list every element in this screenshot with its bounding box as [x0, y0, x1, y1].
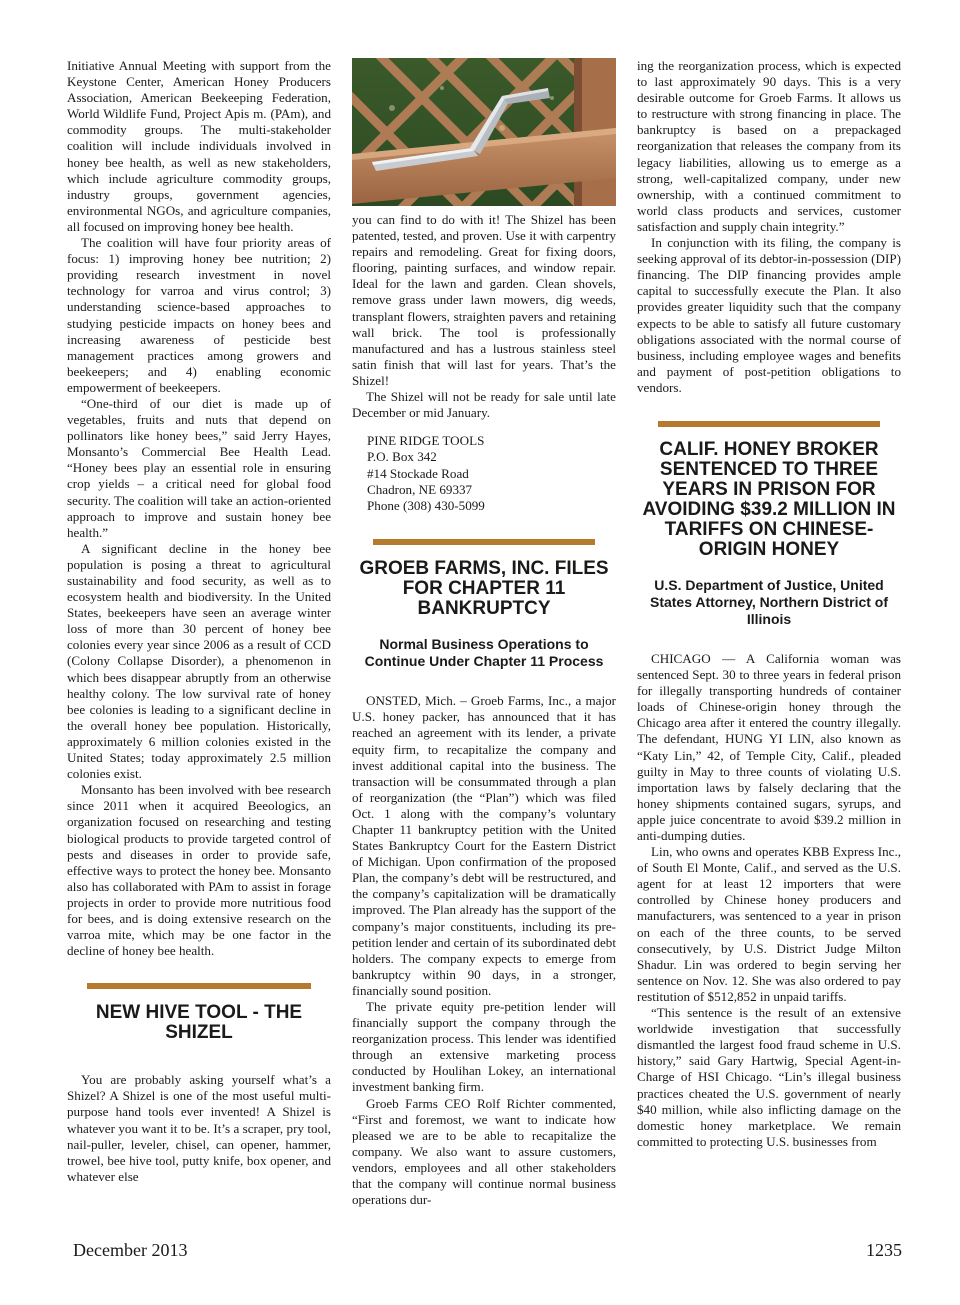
address-line: Phone (308) 430-5099 [367, 498, 485, 514]
issue-date: December 2013 [73, 1240, 188, 1260]
address-line: PINE RIDGE TOOLS [367, 433, 485, 449]
paragraph: ing the reorganization process, which is expected to last approximately 90 days. This is a very desirable outcome for Groeb Farms. It allows us to restructure with strong financing in place. The bankruptcy is based on a prepackaged reorganization that releases the company from its legacy liabilities, allowing us to emerge as a strong, well-capitalized company, under new ownership, with a continued commitment to world class products and services, customer satisfaction and supply chain integrity.” [637, 58, 901, 234]
section-divider [87, 983, 311, 989]
paragraph: Lin, who owns and operates KBB Express Inc., of South El Monte, Calif., and served as the U.S. agent for at least 12 importers that were controlled by Chinese honey producers and manufacturers, was sentenced to a year in prison on each of the three counts, to be served consecutively, by U.S. District Judge Milton Shadur. Lin was ordered to begin serving her sentence on Nov. 12. She was also ordered to pay restitution of $512,852 in unpaid tariffs. [637, 844, 901, 1004]
article-headline-honey-broker: CALIF. HONEY BROKER SENTENCED TO THREE YEARS IN PRISON FOR AVOIDING $39.2 MILLION IN TARIFFS ON CHINESE-ORIGIN HONEY [642, 438, 896, 560]
shizel-tool-photo [352, 58, 616, 206]
article-subhead-groeb: Normal Business Operations to Continue Under Chapter 11 Process [364, 636, 604, 670]
address-line: P.O. Box 342 [367, 449, 437, 465]
paragraph: A significant decline in the honey bee population is posing a threat to agricultural sustainability and food security, as well as to ecosystem health and biodiversity. In the United States, beekeepers have seen an average winter loss of more than 30 percent of honey bee colonies every year since 2006 as a result of CCD (Colony Collapse Disorder), a phenomenon in which bees disappear abruptly from an otherwise healthy colony. The low survival rate of honey bee colonies is leading to a significant decline in the overall honey bee population. Historically, approximately 6 million colonies existed in the United States; today approximately 2.5 million colonies exist. [67, 540, 331, 782]
paragraph: Monsanto has been involved with bee research since 2011 when it acquired Beeologics, an organization focused on researching and testing biological products to provide targeted control of pests and diseases in order to provide safe, effective ways to protect the honey bee. Monsanto also has collaborated with PAm to assist in forage projects in order to provide more nutritious food for bees, and is doing extensive research on the varroa mite, which may be one factor in the decline of honey bee health. [67, 782, 331, 959]
paragraph: “One-third of our diet is made up of vegetables, fruits and nuts that depend on pollinators like honey bees,” said Jerry Hayes, Monsanto’s Commercial Bee Health Lead. “Honey bees play an essential role in ensuring crop yields – a critical need for global food security. The coalition will take an action-oriented approach to improve and sustain honey bee health.” [67, 395, 331, 540]
paragraph: The private equity pre-petition lender will financially support the company through the reorganization process. This lender was identified through an extensive marketing process conducted by Houlihan Lokey, an international investment banking firm. [352, 999, 616, 1095]
page-number: 1235 [866, 1240, 902, 1260]
address-line: #14 Stockade Road [367, 465, 469, 481]
section-divider [373, 539, 595, 545]
paragraph: In conjunction with its filing, the company is seeking approval of its debtor-in-possession (DIP) financing. The DIP financing provides ample capital to successfully execute the Plan. It also provides greater liquidity such that the company expects to be able to satisfy all future customary obligations associated with the normal course of business, including employee wages and benefits and payment of post-petition obligations to vendors. [637, 235, 901, 395]
paragraph: Initiative Annual Meeting with support from the Keystone Center, American Honey Producers Association, American Beekeeping Federation, World Wildlife Fund, Project Apis m. (PAm), and commodity groups. The multi-stakeholder coalition will include individuals involved in honey bee health, as well as new stakeholders, which include agriculture commodity groups, industry groups, government agencies, environmental NGOs, and agriculture companies, all focused on improving honey bee health. [67, 58, 331, 234]
paragraph: you can find to do with it! The Shizel has been patented, tested, and proven. Use it with carpentry repairs and remodeling. Great for fixing doors, flooring, painting surfaces, and window repair. Ideal for the lawn and garden. Clean shovels, remove grass under lawn mowers, dig weeds, transplant flowers, straighten pavers and retaining wall brick. The tool is professionally manufactured and has a lustrous stainless steel satin finish that will last for years. That’s the Shizel! [352, 212, 616, 388]
article-headline-groeb: GROEB FARMS, INC. FILES FOR CHAPTER 11 BANKRUPTCY [359, 558, 609, 620]
paragraph: CHICAGO — A California woman was sentenced Sept. 30 to three years in federal prison for illegally transporting hundreds of container loads of Chinese-origin honey through the Chicago area after it entered the country illegally. The defendant, HUNG YI LIN, also known as “Katy Lin,” 42, of Temple City, Calif., pleaded guilty in May to three counts of violating U.S. importation laws by falsely declaring that the honey shipments contained sugars, syrups, and apple juice concentrate to avoid $39.2 million in anti-dumping duties. [637, 650, 901, 843]
article-headline-shizel: NEW HIVE TOOL - THE SHIZEL [95, 1002, 303, 1044]
address-line: Chadron, NE 69337 [367, 481, 473, 497]
paragraph: ONSTED, Mich. – Groeb Farms, Inc., a major U.S. honey packer, has announced that it has reached an agreement with its lender, a private equity firm, to recapitalize the company and invest additional capital into the business. The transaction will be consummated through a plan of reorganization (the “Plan”) which was filed Oct. 1 along with the company’s voluntary Chapter 11 bankruptcy petition with the United States Bankruptcy Court for the Eastern District of Michigan. Upon confirmation of the proposed Plan, the company’s debt will be restructured, and the company’s capitalization will be dramatically improved. The Plan already has the support of the company’s major constituents, including its pre-petition lender and certain of its subordinated debt holders. The company expects to emerge from bankruptcy within 90 days, in a stronger, financially sound position. [352, 693, 616, 998]
paragraph: Groeb Farms CEO Rolf Richter commented, “First and foremost, we want to indicate how pleased we are to be able to recapitalize the company. We also want to assure customers, vendors, employees and all other stakeholders that the company will continue normal business operations dur- [352, 1095, 616, 1208]
column-left [67, 58, 331, 1185]
paragraph: The coalition will have four priority areas of focus: 1) improving honey bee nutrition; 2) providing research investment in novel technology for varroa and virus control; 3) understanding science-based approaches to studying pesticide impacts on honey bees and increasing awareness of pesticide best management practices among growers and beekeepers; and 4) enabling economic empowerment of beekeepers. [67, 235, 331, 395]
paragraph: You are probably asking yourself what’s a Shizel? A Shizel is one of the most useful multi-purpose hand tools ever invented! A Shizel is whatever you want it to be. It’s a scraper, pry tool, nail-puller, leveler, chisel, can opener, hammer, trowel, bee hive tool, putty knife, box opener, and whatever else [67, 1072, 331, 1184]
column-middle [352, 58, 616, 1208]
article-subhead-doj: U.S. Department of Justice, United States Attorney, Northern District of Illinois [649, 576, 889, 627]
column-right [637, 58, 901, 1150]
paragraph: “This sentence is the result of an extensive worldwide investigation that successfully dismantled the largest food fraud scheme in U.S. history,” said Gary Hartwig, Special Agent-in-Charge of HSI Chicago. “Lin’s illegal business practices cheated the U.S. government of nearly $40 million, while also inflicting damage on the domestic honey marketplace. We remain committed to protecting U.S. businesses from [637, 1005, 901, 1149]
contact-address [367, 433, 616, 514]
paragraph: The Shizel will not be ready for sale until late December or mid January. [352, 389, 616, 421]
section-divider [658, 421, 880, 427]
